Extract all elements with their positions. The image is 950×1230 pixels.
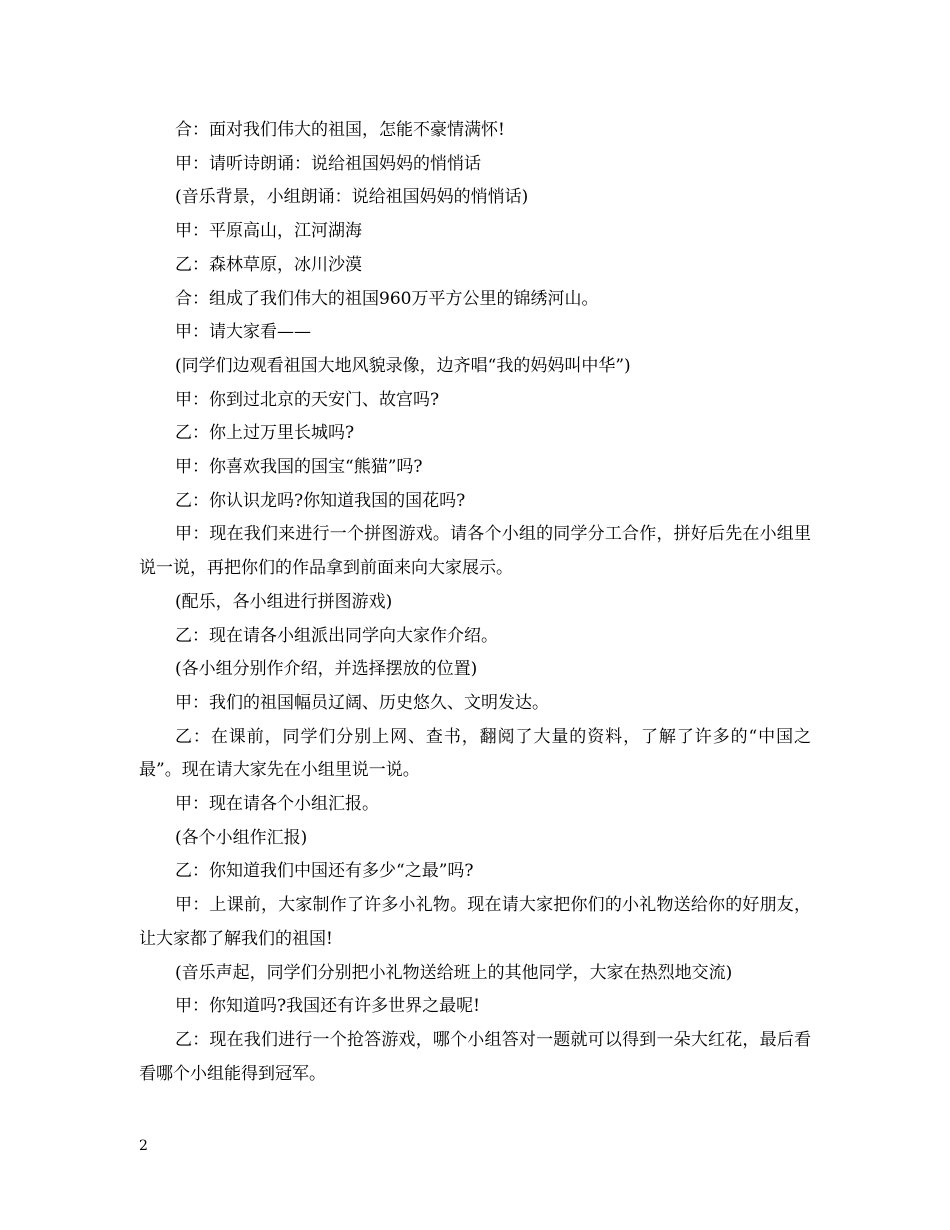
paragraph: 甲：请听诗朗诵：说给祖国妈妈的悄悄话 [175, 153, 481, 174]
paragraph: 乙：现在我们进行一个抢答游戏，哪个小组答对一题就可以得到一朵大红花，最后看看哪个小组能得到冠军。 [139, 1029, 811, 1084]
paragraph: 乙：在课前，同学们分别上网、查书，翻阅了大量的资料，了解了许多的“中国之最”。现在请大家先在小组里说一说。 [139, 726, 811, 781]
paragraph: (同学们边观看祖国大地风貌录像，边齐唱“我的妈妈叫中华”) [175, 355, 631, 376]
paragraph: 甲：现在请各个小组汇报。 [175, 794, 379, 815]
paragraph: (各小组分别作介绍，并选择摆放的位置) [175, 659, 478, 680]
paragraph: 甲：我们的祖国幅员辽阔、历史悠久、文明发达。 [175, 692, 549, 713]
paragraph: 甲：现在我们来进行一个拼图游戏。请各个小组的同学分工合作，拼好后先在小组里说一说，再把你们的作品拿到前面来向大家展示。 [139, 524, 811, 579]
paragraph: 乙：你知道我们中国还有多少“之最”吗? [175, 861, 474, 882]
paragraph: (音乐声起，同学们分别把小礼物送给班上的其他同学，大家在热烈地交流) [175, 962, 733, 983]
paragraph: 甲：上课前，大家制作了许多小礼物。现在请大家把你们的小礼物送给你的好朋友，让大家都了解我们的祖国! [139, 895, 811, 949]
paragraph: 甲：你喜欢我国的国宝“熊猫”吗? [175, 457, 423, 478]
paragraph: 甲：你到过北京的天安门、故宫吗? [175, 389, 440, 410]
paragraph: (配乐，各小组进行拼图游戏) [175, 591, 393, 612]
paragraph: 乙：你上过万里长城吗? [175, 423, 355, 444]
paragraph: 甲：平原高山，江河湖海 [175, 221, 362, 242]
paragraph: 甲：请大家看—— [175, 322, 311, 343]
paragraph: 甲：你知道吗?我国还有许多世界之最呢! [175, 996, 480, 1017]
paragraph: 乙：森林草原，冰川沙漠 [175, 254, 362, 275]
paragraph: (各个小组作汇报) [175, 827, 308, 848]
document-body [139, 114, 811, 1091]
paragraph: 合：面对我们伟大的祖国，怎能不豪情满怀! [175, 120, 505, 140]
paragraph: 乙：你认识龙吗?你知道我国的国花吗? [175, 490, 466, 511]
paragraph: (音乐背景，小组朗诵：说给祖国妈妈的悄悄话) [175, 187, 529, 208]
paragraph: 乙：现在请各小组派出同学向大家作介绍。 [175, 625, 498, 646]
paragraph: 合：组成了我们伟大的祖国960万平方公里的锦绣河山。 [175, 288, 599, 309]
page-number: 2 [139, 1138, 148, 1154]
